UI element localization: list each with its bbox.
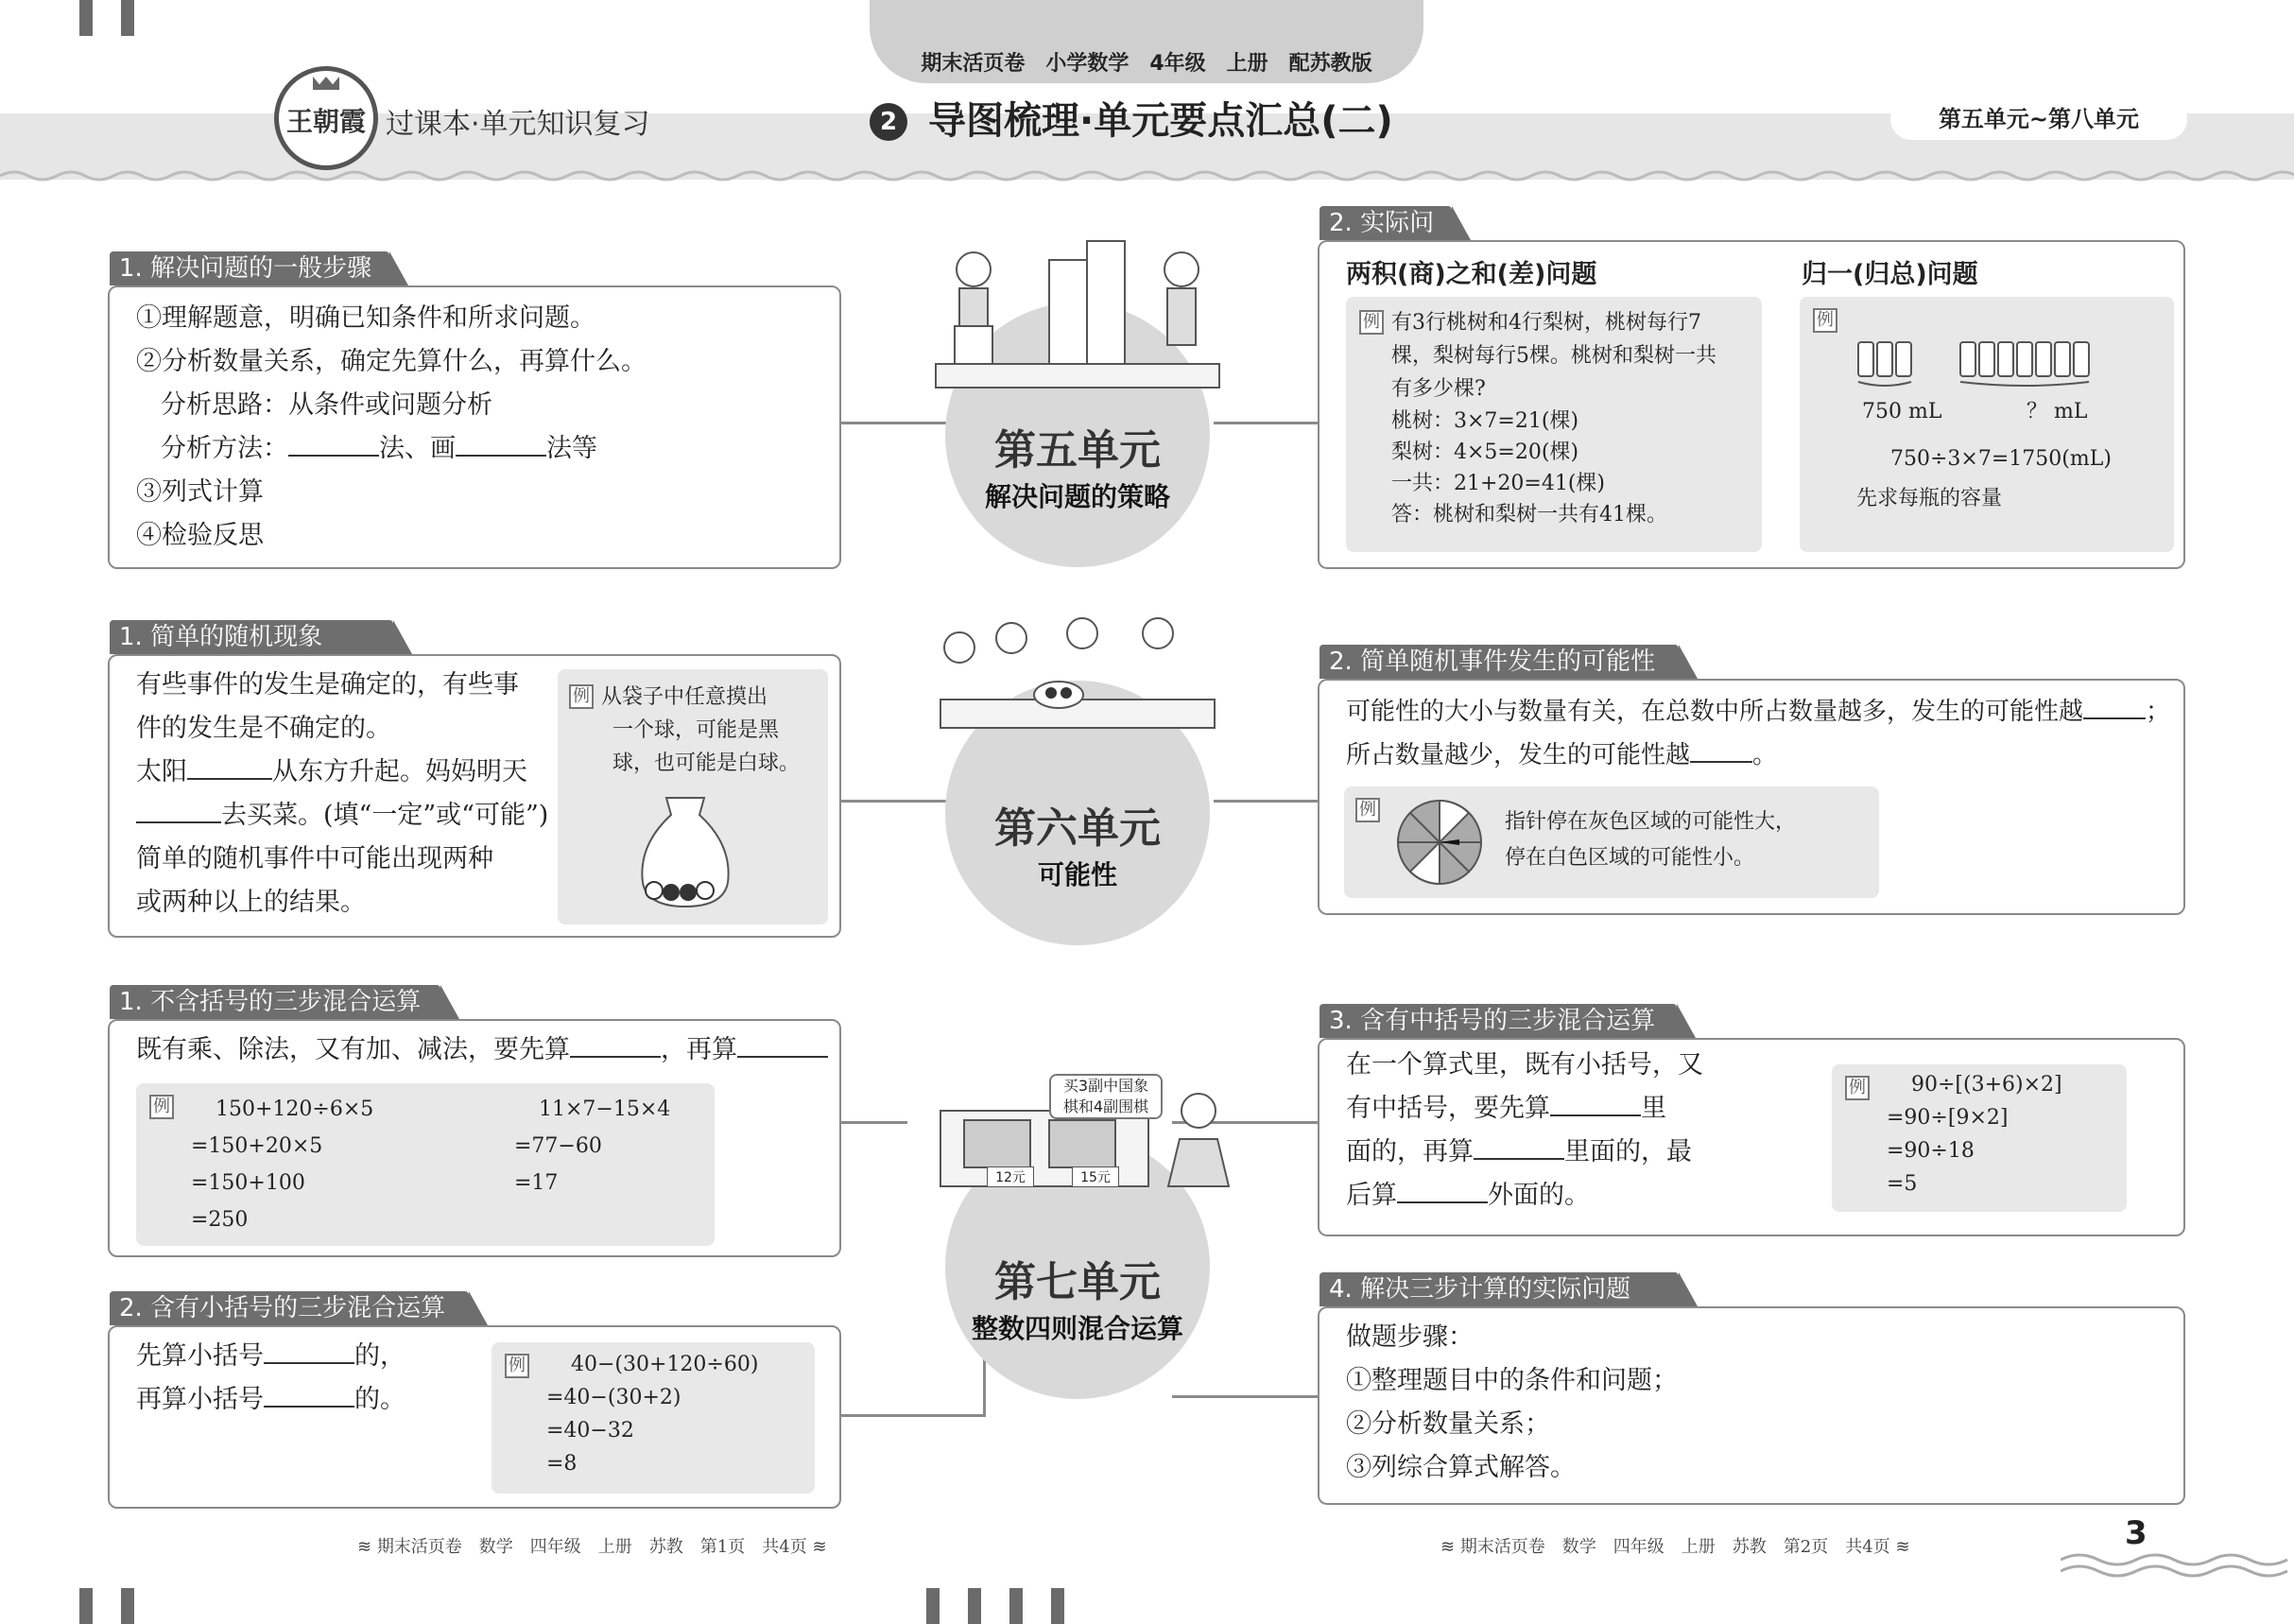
spinner-text: 指针停在灰色区域的可能性大，	[1505, 810, 1797, 834]
page-number: 3	[2125, 1514, 2147, 1552]
u7-no-bracket-example	[136, 1083, 715, 1246]
unit7-title: 第七单元	[994, 1258, 1161, 1306]
u7-small-bracket-example	[492, 1342, 815, 1494]
possibility-line-2	[1346, 734, 2157, 777]
text: 面的，再算	[1346, 1137, 1474, 1166]
spinner-example	[1344, 786, 1879, 898]
connector-line	[1214, 422, 1319, 424]
crop-mark	[79, 0, 93, 36]
col2-example	[1800, 297, 2174, 552]
blank	[264, 1406, 354, 1408]
rule-line: 在一个算式里，既有小括号，又	[1346, 1050, 1703, 1080]
connector-line	[1214, 800, 1319, 803]
text: ，再算	[661, 1035, 737, 1064]
possibility-line-1	[1346, 690, 2171, 734]
blank	[264, 1362, 354, 1364]
example-badge: 例	[505, 1354, 529, 1378]
calc-line: =40−32	[546, 1419, 634, 1443]
section-number-badge: 2	[870, 103, 907, 141]
blank	[187, 778, 272, 780]
u5-practical-box	[1318, 240, 2185, 569]
col1-title: 两积(商)之和(差)问题	[1346, 260, 1597, 289]
buy-line	[136, 794, 552, 838]
method-line	[136, 427, 813, 471]
text: 可能性的大小与数量有关，在总数中所占数量越多，发生的可能性越	[1346, 698, 2084, 726]
crop-mark	[926, 1588, 940, 1624]
u7-no-bracket-label: 1. 不含括号的三步混合运算	[110, 985, 440, 1019]
text: 外面的。	[1488, 1181, 1590, 1210]
text-line: ④检验反思	[136, 521, 264, 550]
text: 既有乘、除法，又有加、减法，要先算	[136, 1035, 570, 1064]
bubble-line: 棋和4副围棋	[1062, 1097, 1149, 1115]
example-line	[569, 681, 817, 714]
text-line: 有些事件的发生是确定的，有些事	[136, 670, 519, 700]
calc-line: =90÷18	[1887, 1139, 1975, 1163]
blank	[456, 455, 546, 457]
text: 法等	[546, 434, 597, 463]
example-line	[1359, 306, 1749, 339]
rule-line	[1346, 1174, 1703, 1218]
example-badge: 例	[1359, 310, 1384, 335]
text-line: 分析思路：从条件或问题分析	[161, 390, 492, 420]
rule-line	[1346, 1087, 1703, 1131]
calc-line: 桃树：3×7=21(棵)	[1391, 409, 1579, 433]
calc-line: 150+120÷6×5	[216, 1097, 374, 1121]
calc-column-1	[191, 1091, 373, 1238]
connector-line	[841, 800, 947, 803]
speech-bubble	[1049, 1074, 1163, 1119]
calc-line: =150+100	[191, 1171, 305, 1195]
example-line: 球，也可能是白球。	[612, 752, 801, 775]
text: 有中括号，要先算	[1346, 1094, 1550, 1123]
u7-mid-bracket-example	[1832, 1064, 2127, 1212]
calc-line: 一共：21+20=41(棵)	[1391, 472, 1606, 495]
u7-mid-bracket-text	[1346, 1044, 1703, 1218]
header-subtitle: 过课本·单元知识复习	[386, 108, 650, 141]
page-title-text: 导图梳理·单元要点汇总(二)	[928, 99, 1393, 143]
calc-line: 梨树：4×5=20(棵)	[1391, 441, 1579, 464]
calc-column-2	[514, 1091, 670, 1201]
u7-mid-bracket-label: 3. 含有中括号的三步混合运算	[1319, 1004, 1677, 1038]
calc-line: =90÷[9×2]	[1887, 1106, 2009, 1130]
unit6-illustration	[926, 600, 1229, 752]
example-line: 棵，梨树每行5棵。桃树和梨树一共	[1391, 344, 1716, 368]
example-line: 一个球，可能是黑	[612, 718, 780, 742]
unit5-title: 第五单元	[994, 426, 1161, 475]
connector-line	[841, 1121, 907, 1124]
footer-left-text: 期末活页卷 数学 四年级 上册 苏教 第1页 共4页	[376, 1537, 807, 1557]
page-title	[870, 91, 1393, 145]
text: 从袋子中任意摸出	[601, 685, 768, 709]
u7-mid-bracket-box	[1318, 1038, 2185, 1236]
bubble-line: 买3副中国象	[1062, 1077, 1149, 1095]
blank	[1397, 1201, 1488, 1203]
u7-small-bracket-box	[108, 1325, 841, 1509]
calc-line: 90÷[(3+6)×2]	[1911, 1073, 2062, 1097]
unit7-subtitle: 整数四则混合运算	[971, 1313, 1183, 1344]
text: 分析方法：	[161, 434, 288, 463]
crop-mark	[121, 0, 134, 36]
u7-steps-label: 4. 解决三步计算的实际问题	[1319, 1272, 1679, 1306]
unit5-illustration	[926, 232, 1229, 392]
text: 里	[1641, 1094, 1666, 1123]
rule-line	[1346, 1131, 1703, 1174]
text-line: ②分析数量关系，确定先算什么，再算什么。	[136, 347, 647, 376]
u7-small-bracket-text	[136, 1335, 405, 1422]
unit6-title: 第六单元	[994, 804, 1161, 853]
price-tag-2: 15元	[1072, 1166, 1119, 1187]
step-line: ①整理题目中的条件和问题；	[1346, 1366, 1678, 1395]
text-line: 或两种以上的结果。	[136, 888, 366, 917]
calc-line: =17	[514, 1171, 559, 1195]
connector-line	[841, 422, 947, 424]
footer-left: ≋ 期末活页卷 数学 四年级 上册 苏教 第1页 共4页 ≋	[357, 1537, 827, 1557]
example-line: 有多少棵?	[1391, 377, 1486, 401]
u6-possibility-label: 2. 简单随机事件发生的可能性	[1319, 645, 1679, 679]
step-line: ②分析数量关系；	[1346, 1409, 1550, 1439]
calc-line: =5	[1887, 1172, 1918, 1196]
steps-heading: 做题步骤：	[1346, 1322, 1474, 1352]
text: 的，	[354, 1341, 405, 1371]
u6-text	[136, 664, 552, 924]
footer-right-text: 期末活页卷 数学 四年级 上册 苏教 第2页 共4页	[1459, 1537, 1890, 1557]
blank	[1474, 1158, 1564, 1160]
u7-steps-box	[1318, 1306, 2185, 1505]
example-badge: 例	[1845, 1076, 1870, 1100]
header-tab-text: 期末活页卷 小学数学 4年级 上册 配苏教版	[921, 52, 1372, 76]
crop-mark	[1009, 1588, 1023, 1624]
text: 里面的，最	[1564, 1137, 1692, 1166]
left-amount: 750 mL	[1862, 400, 1942, 423]
crop-mark	[121, 1588, 134, 1624]
col1-example	[1346, 297, 1762, 552]
footer-right: ≋ 期末活页卷 数学 四年级 上册 苏教 第2页 共4页 ≋	[1440, 1537, 1910, 1557]
calc-line: =250	[191, 1208, 249, 1232]
text: 所占数量越少，发生的可能性越	[1346, 741, 1691, 769]
u5-steps-box	[108, 285, 841, 569]
spinner-text: 停在白色区域的可能性小。	[1505, 846, 1755, 870]
text: 的。	[354, 1385, 405, 1414]
right-amount: ？ mL	[2027, 400, 2088, 423]
unit5-subtitle: 解决问题的策略	[984, 481, 1170, 512]
connector-line	[1172, 1395, 1319, 1398]
u6-random-label: 1. 简单的随机现象	[110, 620, 393, 654]
example-badge: 例	[1813, 308, 1837, 333]
text-line: ③列式计算	[136, 477, 264, 507]
calc-line: =8	[546, 1452, 578, 1476]
calc-line: 答：桃树和梨树一共有41棵。	[1391, 503, 1667, 527]
u6-random-box	[108, 654, 841, 938]
price-tag-1: 12元	[987, 1166, 1034, 1187]
blank	[288, 455, 379, 457]
rule-line	[136, 1335, 405, 1378]
text: 先算小括号	[136, 1341, 264, 1371]
unit-range-pill: 第五单元~第八单元	[1890, 98, 2187, 140]
u7-small-bracket-label: 2. 含有小括号的三步混合运算	[110, 1291, 469, 1325]
text-line: ①理解题意，明确已知条件和所求问题。	[136, 303, 595, 333]
blank	[570, 1056, 661, 1058]
u5-steps-label: 1. 解决问题的一般步骤	[110, 251, 389, 285]
blank	[136, 821, 221, 823]
calc-line: =77−60	[514, 1134, 602, 1158]
ball-bag-icon	[633, 788, 737, 911]
footer-wave	[2061, 1550, 2294, 1579]
calc-line: 40−(30+120÷60)	[571, 1353, 759, 1376]
example-badge: 例	[149, 1095, 174, 1119]
crop-mark	[1051, 1588, 1064, 1624]
text: 。	[1752, 741, 1778, 769]
u6-example	[558, 669, 828, 924]
calc-line: 750÷3×7=1750(mL)	[1890, 447, 2112, 471]
col2-title: 归一(归总)问题	[1802, 260, 1978, 289]
crop-mark	[79, 1588, 93, 1624]
blank	[2083, 717, 2146, 719]
text: 后算	[1346, 1181, 1397, 1210]
calc-column	[1887, 1068, 2062, 1201]
step-line: ③列综合算式解答。	[1346, 1453, 1576, 1482]
text: 去买菜。(填“一定”或“可能”)	[221, 801, 549, 830]
header-wave	[0, 168, 2294, 183]
calc-line: =150+20×5	[191, 1134, 323, 1158]
text: 再算小括号	[136, 1385, 264, 1414]
text: 从东方升起。妈妈明天	[272, 757, 527, 786]
u5-practical-label: 2. 实际问	[1319, 206, 1452, 240]
text: 法、画	[379, 434, 456, 463]
calc-note: 先求每瓶的容量	[1856, 487, 2003, 510]
calc-line: 11×7−15×4	[539, 1097, 671, 1121]
u6-possibility-box	[1318, 679, 2185, 915]
calc-column	[546, 1348, 758, 1480]
text: 有3行桃树和4行梨树，桃树每行7	[1391, 311, 1701, 335]
blank	[1690, 761, 1752, 763]
crop-mark	[968, 1588, 981, 1624]
text: 太阳	[136, 757, 187, 786]
text-line: 件的发生是不确定的。	[136, 714, 391, 743]
logo-text: 王朝霞	[285, 106, 366, 137]
calc-line: =40−(30+2)	[546, 1386, 681, 1409]
rule-line	[136, 1378, 405, 1422]
spinner-icon	[1395, 798, 1484, 887]
text: ；	[2146, 698, 2171, 726]
text-line: 简单的随机事件中可能出现两种	[136, 844, 493, 873]
blank	[1550, 1114, 1641, 1116]
crown-icon	[313, 77, 339, 90]
u7-no-bracket-box	[108, 1019, 841, 1257]
sun-line	[136, 751, 552, 794]
example-badge: 例	[569, 684, 594, 709]
unit6-subtitle: 可能性	[1037, 859, 1117, 890]
blank	[737, 1056, 828, 1058]
connector-line	[841, 1414, 983, 1417]
bottles-icon	[1856, 333, 2168, 389]
example-badge: 例	[1355, 798, 1380, 822]
brand-logo	[274, 66, 378, 170]
